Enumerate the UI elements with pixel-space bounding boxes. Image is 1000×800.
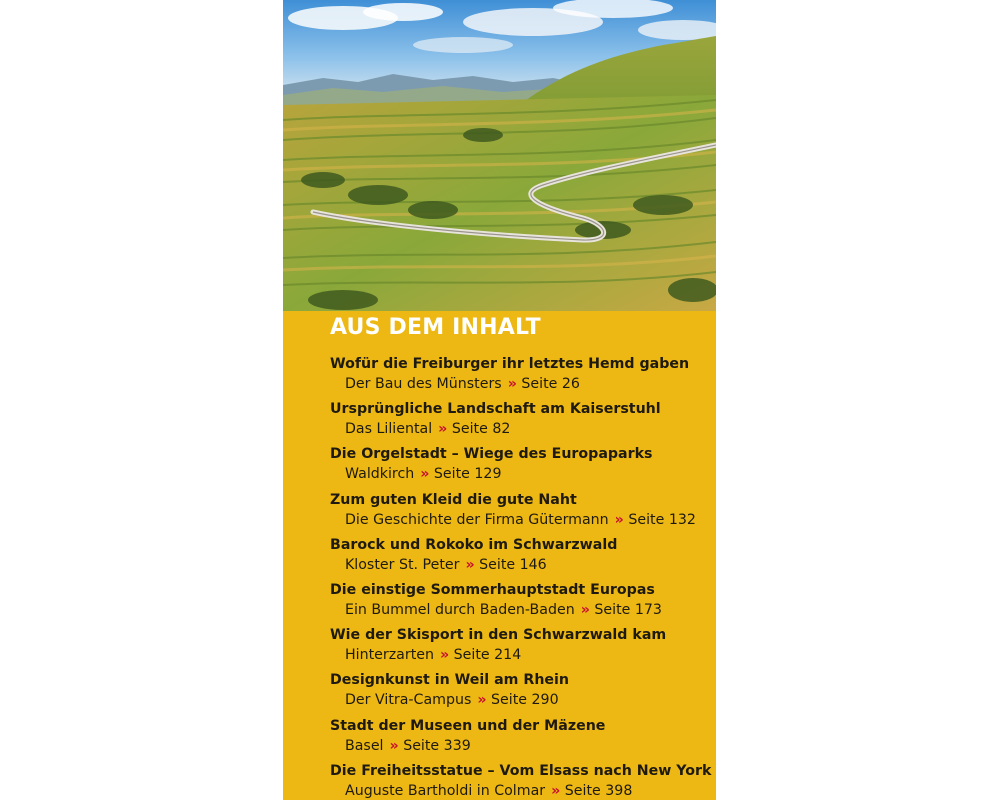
toc-entry-subtitle: Die Geschichte der Firma Gütermann xyxy=(345,511,609,528)
toc-list xyxy=(330,354,710,800)
toc-entry-subtitle-line xyxy=(330,464,710,484)
toc-entry-subtitle: Der Bau des Münsters xyxy=(345,376,502,392)
toc-entry-subtitle: Das Liliental xyxy=(345,421,433,438)
toc-entry-page: Seite 129 xyxy=(433,466,502,483)
page-arrow-icon: » xyxy=(465,556,475,573)
toc-entry-title: Die einstige Sommerhauptstadt Europas xyxy=(330,581,655,598)
toc-entry-page: Seite 339 xyxy=(403,737,471,754)
toc-entry-title: Wie der Skisport in den Schwarzwald kam xyxy=(330,627,667,644)
toc-entry xyxy=(330,490,710,535)
table-of-contents-panel xyxy=(283,311,716,800)
page-arrow-icon: » xyxy=(580,601,590,618)
toc-entry-title: Stadt der Museen und der Mäzene xyxy=(330,717,606,734)
toc-entry-page: Seite 173 xyxy=(594,601,662,618)
toc-entry-subtitle-line xyxy=(330,600,710,620)
toc-entry-subtitle-line xyxy=(330,781,710,800)
page-arrow-icon: » xyxy=(614,511,624,528)
toc-entry-title: Ursprüngliche Landschaft am Kaiserstuhl xyxy=(330,401,661,418)
toc-entry-title: Die Orgelstadt – Wiege des Europaparks xyxy=(330,446,653,463)
toc-entry xyxy=(330,670,710,715)
toc-entry-subtitle: Waldkirch xyxy=(345,466,415,483)
toc-entry xyxy=(330,580,710,625)
toc-entry xyxy=(330,399,710,444)
toc-entry-subtitle: Der Vitra-Campus xyxy=(345,692,472,709)
toc-entry xyxy=(330,354,710,399)
toc-entry-title: Die Freiheitsstatue – Vom Elsass nach New York xyxy=(330,762,712,779)
book-page xyxy=(283,0,716,800)
toc-entry-subtitle: Hinterzarten xyxy=(345,647,434,664)
toc-entry-subtitle-line xyxy=(330,736,710,756)
page-arrow-icon: » xyxy=(438,421,448,438)
toc-entry-subtitle: Auguste Bartholdi in Colmar xyxy=(345,782,546,799)
page-arrow-icon: » xyxy=(420,466,430,483)
toc-entry-page: Seite 132 xyxy=(628,511,696,528)
toc-entry-page: Seite 398 xyxy=(564,782,633,799)
toc-entry-subtitle-line xyxy=(330,555,710,575)
toc-entry xyxy=(330,444,710,489)
page-arrow-icon: » xyxy=(389,737,399,754)
page-arrow-icon: » xyxy=(507,376,517,392)
page-arrow-icon: » xyxy=(551,782,561,799)
toc-entry-page: Seite 214 xyxy=(453,647,522,664)
toc-entry-subtitle: Ein Bummel durch Baden-Baden xyxy=(345,601,575,618)
page-arrow-icon: » xyxy=(477,692,487,709)
toc-entry-page: Seite 146 xyxy=(479,556,547,573)
toc-entry-page: Seite 26 xyxy=(521,376,580,392)
toc-entry xyxy=(330,761,710,800)
toc-entry-page: Seite 290 xyxy=(491,692,559,709)
toc-entry xyxy=(330,535,710,580)
toc-entry-subtitle-line xyxy=(330,510,710,530)
toc-entry-title: Wofür die Freiburger ihr letztes Hemd gaben xyxy=(330,356,690,372)
toc-entry-title: Barock und Rokoko im Schwarzwald xyxy=(330,536,618,553)
vineyard-landscape-photo xyxy=(283,0,716,311)
toc-heading: AUS DEM INHALT xyxy=(330,315,541,340)
toc-entry xyxy=(330,625,710,670)
toc-entry xyxy=(330,716,710,761)
toc-entry-subtitle-line xyxy=(330,690,710,710)
page-arrow-icon: » xyxy=(439,647,450,664)
toc-entry-subtitle-line xyxy=(330,374,710,394)
toc-entry-subtitle: Basel xyxy=(345,737,384,754)
toc-entry-subtitle: Kloster St. Peter xyxy=(345,556,460,573)
toc-entry-title: Designkunst in Weil am Rhein xyxy=(330,672,570,689)
toc-entry-title: Zum guten Kleid die gute Naht xyxy=(330,491,577,508)
toc-entry-page: Seite 82 xyxy=(451,421,511,438)
toc-entry-subtitle-line xyxy=(330,645,710,665)
toc-entry-subtitle-line xyxy=(330,419,710,439)
